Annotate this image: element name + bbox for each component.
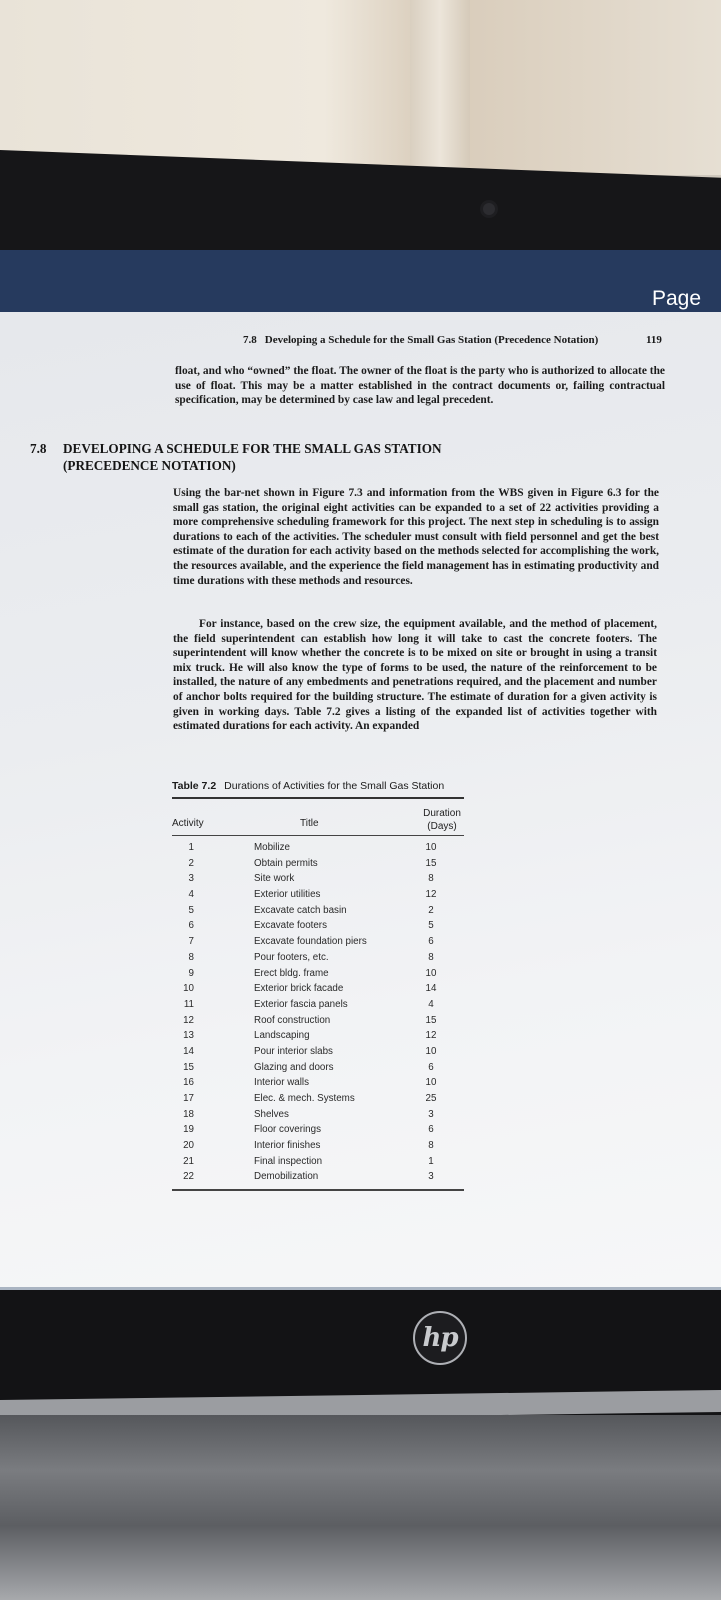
table-header-title: Title bbox=[300, 818, 319, 829]
table-cell-title: Interior finishes bbox=[254, 1140, 321, 1152]
table-cell-title: Demobilization bbox=[254, 1171, 319, 1183]
hp-logo: hp bbox=[413, 1311, 467, 1365]
table-row bbox=[172, 889, 472, 905]
table-cell-duration: 4 bbox=[428, 998, 434, 1010]
table-row bbox=[172, 905, 472, 921]
table-cell-duration: 15 bbox=[425, 857, 437, 869]
table-cell-activity: 8 bbox=[188, 951, 194, 963]
table-cell-activity: 14 bbox=[183, 1045, 194, 1057]
table-cell-title: Final inspection bbox=[254, 1155, 323, 1167]
table-cell-activity: 11 bbox=[183, 998, 194, 1010]
table-cell-title: Elec. & mech. Systems bbox=[254, 1093, 355, 1104]
table-cell-activity: 21 bbox=[183, 1155, 194, 1167]
table-header-duration-line2: (Days) bbox=[427, 821, 457, 832]
table-cell-title: Obtain permits bbox=[254, 857, 318, 869]
section-heading-line1: DEVELOPING A SCHEDULE FOR THE SMALL GAS STATION bbox=[63, 441, 442, 456]
table-cell-duration: 3 bbox=[428, 1108, 434, 1120]
table-cell-duration: 2 bbox=[428, 904, 434, 916]
table-row bbox=[172, 1093, 472, 1109]
table-cell-title: Exterior brick facade bbox=[254, 983, 344, 995]
table-cell-title: Roof construction bbox=[254, 1014, 331, 1026]
table-cell-duration: 15 bbox=[425, 1014, 437, 1026]
table-cell-activity: 6 bbox=[188, 920, 194, 932]
table-body bbox=[172, 842, 472, 1187]
table-cell-activity: 9 bbox=[188, 967, 194, 979]
table-cell-title: Excavate catch basin bbox=[254, 904, 347, 916]
table-cell-activity: 20 bbox=[183, 1140, 194, 1152]
table-cell-duration: 25 bbox=[425, 1093, 437, 1104]
table-row bbox=[172, 1124, 472, 1140]
table-caption-title: Durations of Activities for the Small Gas Station bbox=[224, 780, 445, 792]
table-cell-activity: 22 bbox=[183, 1171, 194, 1183]
laptop-base bbox=[0, 1415, 721, 1600]
table-cell-title: Exterior utilities bbox=[254, 889, 321, 901]
table-cell-activity: 3 bbox=[188, 873, 194, 885]
table-row bbox=[172, 1171, 472, 1187]
table-cell-duration: 12 bbox=[425, 1030, 437, 1042]
table-row bbox=[172, 1077, 472, 1093]
table-cell-title: Pour footers, etc. bbox=[254, 951, 329, 963]
table-cell-title: Landscaping bbox=[254, 1030, 310, 1042]
table-cell-activity: 16 bbox=[183, 1077, 194, 1089]
running-header bbox=[243, 334, 598, 346]
table-cell-duration: 6 bbox=[428, 936, 434, 948]
table-cell-title: Exterior fascia panels bbox=[254, 998, 348, 1010]
table-header-rule bbox=[172, 835, 464, 836]
table-top-rule bbox=[172, 797, 464, 799]
table-row bbox=[172, 999, 472, 1015]
table-row bbox=[172, 873, 472, 889]
section-number: 7.8 bbox=[30, 441, 47, 456]
table-row bbox=[172, 936, 472, 952]
background-wall bbox=[0, 0, 721, 175]
table-header-activity: Activity bbox=[172, 818, 204, 829]
table-cell-title: Floor coverings bbox=[254, 1124, 321, 1136]
table-cell-activity: 13 bbox=[183, 1030, 194, 1042]
table-row bbox=[172, 1062, 472, 1078]
table-cell-activity: 1 bbox=[188, 842, 194, 853]
running-header-section: 7.8 bbox=[243, 334, 257, 346]
table-cell-title: Shelves bbox=[254, 1108, 289, 1120]
table-cell-duration: 10 bbox=[425, 1077, 437, 1089]
paragraph-using: Using the bar-net shown in Figure 7.3 and information from the WBS given in Figure 6.3 for the small gas station, the original eight activities can be expanded to a set of 22 activities providing a more comprehensive scheduling framework for this project. The next step in scheduling is to assign durations to each of the activities. The scheduler must consult with field personnel and get the best estimate of the duration for each activity based on the methods selected for accomplishing the work, the resources available, and the experience the field management has in estimating productivity and time durations with these methods and resources. bbox=[173, 487, 659, 587]
table-cell-duration: 12 bbox=[425, 889, 437, 901]
section-heading-line2: (PRECEDENCE NOTATION) bbox=[63, 458, 236, 473]
table-cell-activity: 18 bbox=[183, 1108, 194, 1120]
table-cell-duration: 6 bbox=[428, 1061, 434, 1073]
book-page bbox=[0, 312, 721, 1287]
table-row bbox=[172, 842, 472, 858]
table-cell-duration: 5 bbox=[428, 920, 434, 932]
table-row bbox=[172, 1046, 472, 1062]
table-row bbox=[172, 1030, 472, 1046]
table-cell-title: Interior walls bbox=[254, 1077, 309, 1089]
wall-corner bbox=[410, 0, 470, 175]
table-row bbox=[172, 968, 472, 984]
table-cell-title: Site work bbox=[254, 873, 295, 885]
table-cell-activity: 4 bbox=[188, 889, 194, 901]
table-cell-duration: 8 bbox=[428, 951, 434, 963]
table-bottom-rule bbox=[172, 1189, 464, 1191]
table-cell-activity: 7 bbox=[188, 936, 194, 948]
page-number: 119 bbox=[646, 334, 662, 346]
table-row bbox=[172, 1109, 472, 1125]
table-cell-duration: 14 bbox=[425, 983, 437, 995]
table-cell-activity: 12 bbox=[183, 1014, 194, 1026]
table-cell-title: Pour interior slabs bbox=[254, 1045, 333, 1057]
table-cell-duration: 10 bbox=[425, 842, 437, 853]
table-row bbox=[172, 858, 472, 874]
running-header-title: Developing a Schedule for the Small Gas Station (Precedence Notation) bbox=[264, 334, 599, 346]
table-cell-duration: 1 bbox=[428, 1155, 434, 1167]
paragraph-float: float, and who “owned” the float. The owner of the float is the party who is authorized to allocate the use of float. This may be a matter established in the contract documents or, failing contractual specification, may be determined by case law and legal precedent. bbox=[175, 365, 665, 407]
table-cell-activity: 15 bbox=[183, 1061, 194, 1073]
table-cell-duration: 10 bbox=[425, 967, 437, 979]
table-cell-activity: 19 bbox=[183, 1124, 194, 1136]
table-cell-activity: 10 bbox=[183, 983, 194, 995]
paragraph-instance: For instance, based on the crew size, the equipment available, and the method of placement, the field superintendent can establish how long it will take to cast the concrete footers. The superintendent will know whether the concrete is to be mixed on site or brought in using a transit mix truck. He will also know the type of forms to be used, the nature of the reinforcement to be installed, the nature of any embedments and penetrations required, and the placement and number of anchor bolts required for the building structure. The estimate of duration for a given activity is given in working days. Table 7.2 gives a listing of the expanded list of activities together with estimated durations for each activity. An expanded bbox=[173, 618, 657, 733]
table-header-duration-line1: Duration bbox=[423, 808, 461, 819]
webcam-icon bbox=[483, 203, 495, 215]
table-cell-title: Glazing and doors bbox=[254, 1061, 334, 1073]
table-cell-title: Excavate footers bbox=[254, 920, 327, 932]
table-cell-title: Erect bldg. frame bbox=[254, 967, 329, 979]
table-cell-title: Mobilize bbox=[254, 842, 290, 853]
table-cell-duration: 6 bbox=[428, 1124, 434, 1136]
table-cell-activity: 2 bbox=[188, 857, 194, 869]
table-cell-activity: 5 bbox=[188, 904, 194, 916]
table-caption-label: Table 7.2 bbox=[172, 780, 217, 792]
table-row bbox=[172, 920, 472, 936]
table-cell-duration: 3 bbox=[428, 1171, 434, 1183]
table-cell-duration: 8 bbox=[428, 873, 434, 885]
table-header-duration bbox=[412, 807, 472, 833]
table-row bbox=[172, 1015, 472, 1031]
table-cell-activity: 17 bbox=[183, 1093, 194, 1104]
table-row bbox=[172, 1156, 472, 1172]
table-cell-duration: 8 bbox=[428, 1140, 434, 1152]
table-row bbox=[172, 983, 472, 999]
section-heading bbox=[30, 440, 510, 474]
table-cell-duration: 10 bbox=[425, 1045, 437, 1057]
table-cell-title: Excavate foundation piers bbox=[254, 936, 367, 948]
table-row bbox=[172, 1140, 472, 1156]
table-row bbox=[172, 952, 472, 968]
table-caption bbox=[172, 780, 444, 792]
viewer-top-bar bbox=[0, 250, 721, 312]
page-indicator[interactable]: Page bbox=[651, 287, 701, 310]
